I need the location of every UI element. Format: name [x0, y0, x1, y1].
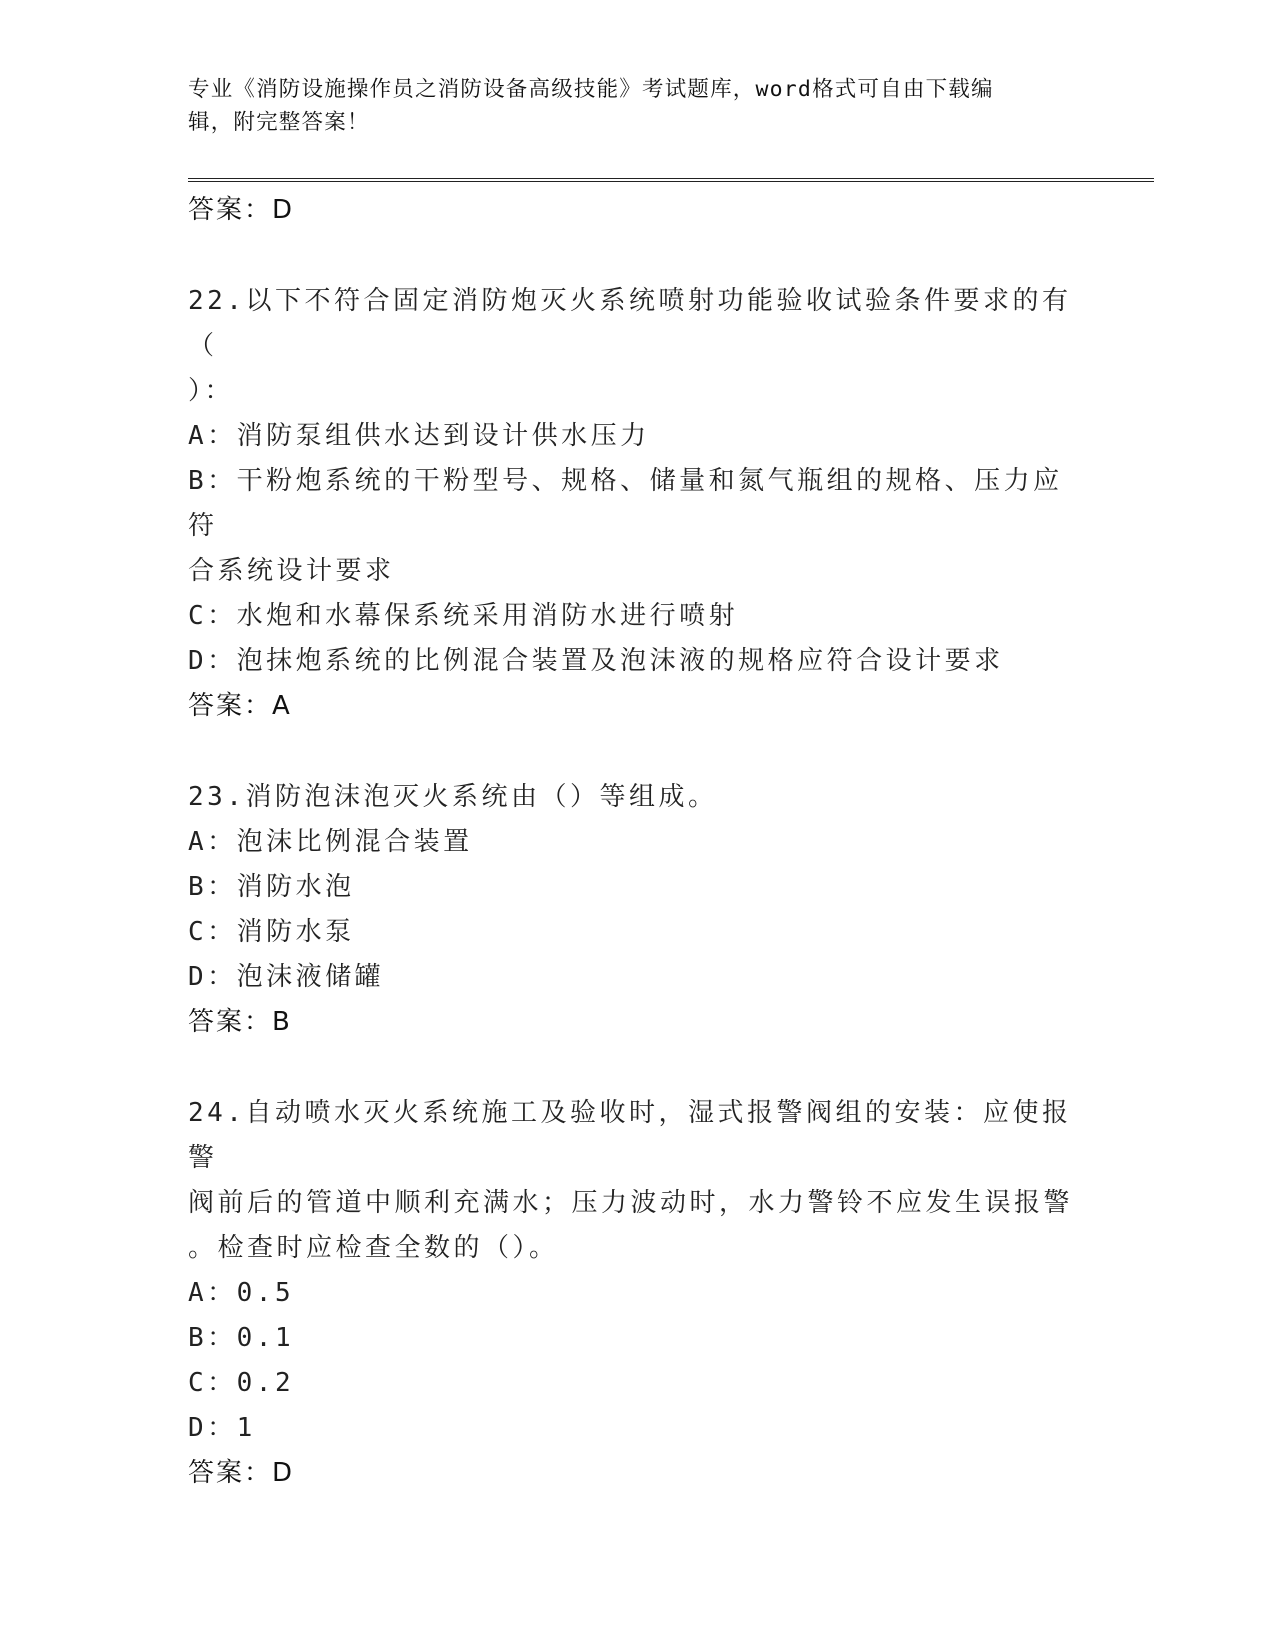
option-c: C：水炮和水幕保系统采用消防水进行喷射 — [188, 601, 739, 631]
option-a: A：0.5 — [188, 1278, 295, 1308]
spacer — [188, 1045, 1088, 1091]
answer-line: 答案：D — [188, 1458, 295, 1488]
question-list — [188, 188, 1088, 1496]
header-line-1: 专业《消防设施操作员之消防设备高级技能》考试题库，word格式可自由下载编 — [188, 77, 994, 102]
question-text: 阀前后的管道中顺利充满水；压力波动时，水力警铃不应发生误报警 — [188, 1188, 1074, 1218]
option-b: B：0.1 — [188, 1323, 295, 1353]
spacer — [188, 233, 1088, 279]
question-23 — [188, 775, 1088, 1045]
previous-answer: 答案：D — [188, 195, 295, 225]
option-a: A：泡沫比例混合装置 — [188, 827, 473, 857]
question-text: 24.自动喷水灭火系统施工及验收时，湿式报警阀组的安装：应使报警 — [188, 1098, 1072, 1173]
option-d: D：泡沫液储罐 — [188, 962, 385, 992]
answer-line: 答案：A — [188, 691, 292, 721]
header-divider — [188, 178, 1154, 182]
question-text: 。检查时应检查全数的（）。 — [188, 1233, 559, 1263]
header-line-2: 辑，附完整答案！ — [188, 110, 370, 135]
question-24 — [188, 1091, 1088, 1496]
option-d: D：泡抹炮系统的比例混合装置及泡沫液的规格应符合设计要求 — [188, 646, 1004, 676]
question-text: ）： — [188, 376, 235, 406]
option-b-continued: 合系统设计要求 — [188, 556, 395, 586]
question-text: 23.消防泡沫泡灭火系统由（）等组成。 — [188, 782, 718, 812]
spacer — [188, 729, 1088, 775]
question-text: 22.以下不符合固定消防炮灭火系统喷射功能验收试验条件要求的有（ — [188, 286, 1072, 361]
option-b: B：干粉炮系统的干粉型号、规格、储量和氮气瓶组的规格、压力应符 — [188, 466, 1063, 541]
option-c: C：0.2 — [188, 1368, 295, 1398]
option-c: C：消防水泵 — [188, 917, 355, 947]
option-b: B：消防水泡 — [188, 872, 355, 902]
question-22 — [188, 279, 1088, 729]
answer-line: 答案：B — [188, 1007, 292, 1037]
option-a: A：消防泵组供水达到设计供水压力 — [188, 421, 650, 451]
document-header — [188, 73, 1068, 139]
option-d: D：1 — [188, 1413, 256, 1443]
